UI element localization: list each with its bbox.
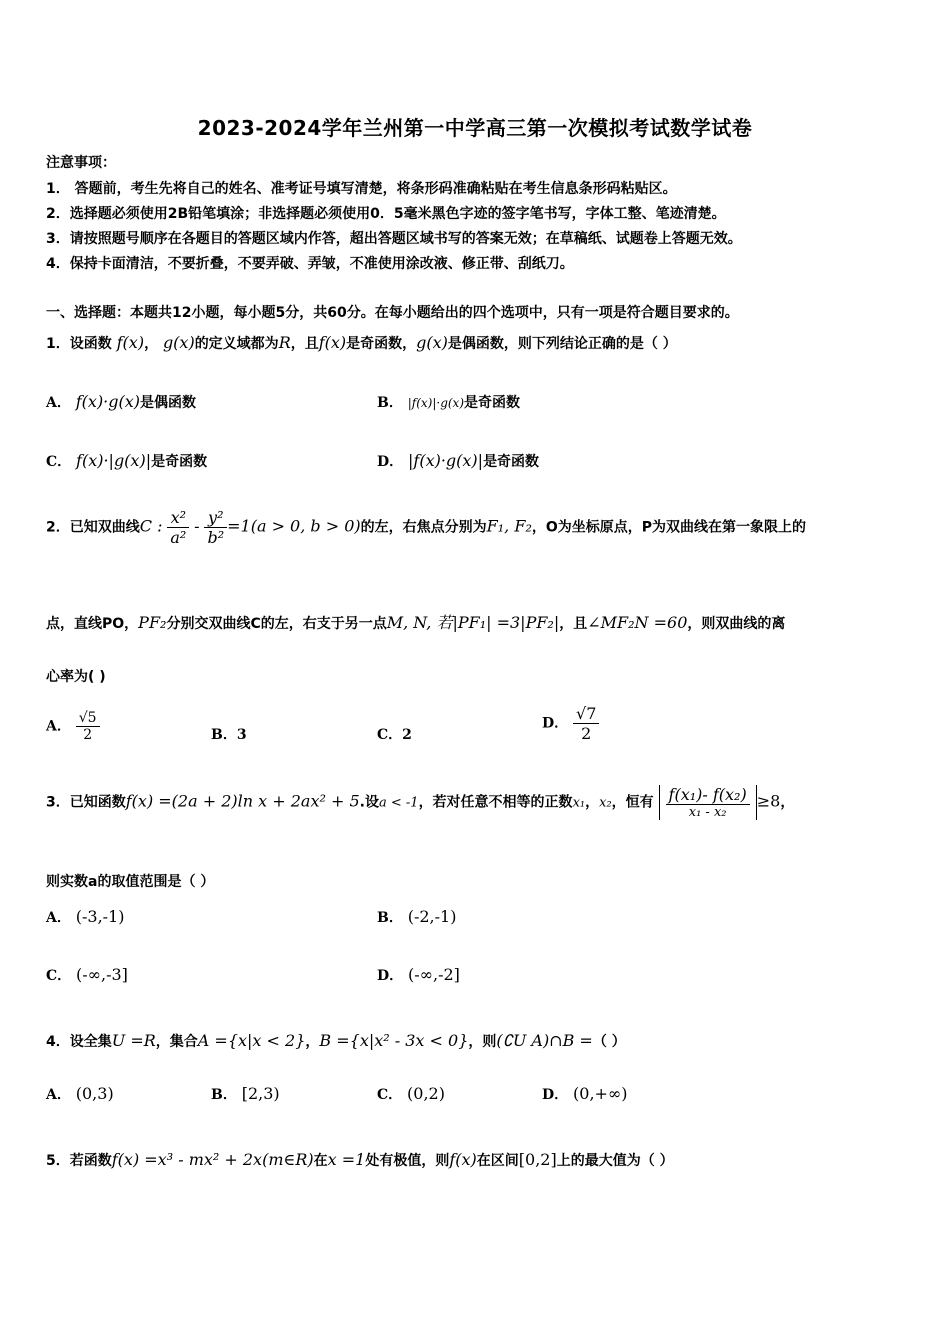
notice-heading: 注意事项： xyxy=(46,155,116,171)
q4-number: 4．设全集 xyxy=(46,1034,112,1050)
q1-f: f(x) xyxy=(116,333,145,352)
q1-text: 是奇函数， xyxy=(346,336,417,352)
question-3-stem xyxy=(46,785,794,820)
q2-minus: - xyxy=(194,516,200,536)
option-label: A． xyxy=(46,1087,71,1103)
frac-num: f(x₁)- f(x₂) xyxy=(666,785,750,805)
q3-sep: ， xyxy=(585,794,600,811)
frac-den: a² xyxy=(170,528,187,547)
q2-angle: ∠MF₂N =60 xyxy=(587,613,688,632)
frac-den: 2 xyxy=(581,724,592,743)
option-value: 2 xyxy=(402,727,412,743)
question-1-stem xyxy=(46,333,677,353)
option-fraction xyxy=(76,710,100,743)
section-heading: 一、选择题：本题共12小题，每小题5分，共60分。在每小题给出的四个选项中，只有一项是符合题目要求的。 xyxy=(46,305,739,321)
q3-ge: ≥8 xyxy=(756,791,781,811)
option-text: 是奇函数 xyxy=(464,395,521,411)
option-label: C． xyxy=(377,1087,403,1103)
option-label: C． xyxy=(46,454,72,470)
frac-den: x₁ - x₂ xyxy=(688,805,727,820)
question-3-line2: 则实数a的取值范围是（ ） xyxy=(46,874,215,890)
frac-den: 2 xyxy=(83,727,93,743)
option-expr: [2,3) xyxy=(241,1084,280,1103)
notice-item: 1． 答题前，考生先将自己的姓名、准考证号填写清楚，将条形码准确粘贴在考生信息条形码粘贴区。 xyxy=(46,181,677,197)
q5-text: 在区间 xyxy=(476,1153,519,1169)
q5-x: x =1 xyxy=(327,1150,366,1169)
q3-condition: a < -1 xyxy=(378,795,419,811)
option-value: 3 xyxy=(236,727,247,743)
q2-text: ，且 xyxy=(559,616,588,632)
notice-item: 3．请按照题号顺序在各题目的答题区域内作答，超出答题区域书写的答案无效；在草稿纸、试题卷上答题无效。 xyxy=(46,231,742,247)
q5-text: 在 xyxy=(313,1153,328,1169)
option-expr: |f(x)·g(x)| xyxy=(408,451,484,470)
frac-den: b² xyxy=(207,528,225,547)
option-expr: f(x)·|g(x)| xyxy=(76,451,152,470)
q2-option-a[interactable] xyxy=(46,710,100,743)
q3-x2: x₂ xyxy=(599,795,612,811)
q5-fx: f(x) xyxy=(449,1150,477,1169)
q1-option-a[interactable] xyxy=(46,392,196,412)
q1-text: 是偶函数，则下列结论正确的是（ ） xyxy=(447,336,677,352)
q4-option-d[interactable] xyxy=(542,1084,628,1104)
notice-item: 4．保持卡面清洁，不要折叠，不要弄破、弄皱，不准使用涂改液、修正带、刮纸刀。 xyxy=(46,256,574,272)
option-label: B． xyxy=(211,727,237,743)
q2-MN: M, N, 若|PF₁| =3|PF₂| xyxy=(386,613,560,632)
q1-option-c[interactable] xyxy=(46,451,207,471)
q1-text: ，且 xyxy=(290,336,319,352)
option-text: 是偶函数 xyxy=(140,395,197,411)
q2-text: 点，直线PO， xyxy=(46,616,139,632)
q3-option-c[interactable] xyxy=(46,965,128,985)
option-expr: (-∞,-3] xyxy=(76,965,128,984)
q5-text: 处有极值，则 xyxy=(365,1153,450,1169)
option-text: 是奇函数 xyxy=(151,454,208,470)
q4-text: ，集合 xyxy=(155,1034,198,1050)
q2-fraction-x xyxy=(167,508,189,547)
q3-text: .设 xyxy=(359,794,379,811)
option-fraction xyxy=(573,704,599,743)
q1-option-d[interactable] xyxy=(377,451,539,471)
q2-option-c[interactable] xyxy=(377,724,412,744)
q1-option-b[interactable] xyxy=(377,392,520,412)
q3-option-d[interactable] xyxy=(377,965,460,985)
option-expr: (-2,-1) xyxy=(407,907,457,926)
q2-text: 分别交双曲线C的左，右支于另一点 xyxy=(166,616,387,632)
frac-num: y² xyxy=(204,508,227,528)
option-label: A． xyxy=(46,718,71,735)
option-label: B． xyxy=(211,1087,237,1103)
q3-option-b[interactable] xyxy=(377,907,456,927)
q2-PF2: PF₂ xyxy=(138,613,167,632)
q4-set-A: A ={x|x < 2} xyxy=(197,1031,306,1050)
option-expr: f(x)·g(x) xyxy=(75,392,141,411)
q3-text: ，若对任意不相等的正数 xyxy=(418,794,573,811)
option-expr: (0,2) xyxy=(407,1084,445,1103)
option-expr: (0,3) xyxy=(75,1084,114,1103)
q1-g: g(x) xyxy=(162,333,195,352)
q2-option-d[interactable] xyxy=(542,704,599,743)
frac-num: x² xyxy=(167,508,189,528)
q2-condition: =1(a > 0, b > 0) xyxy=(227,516,361,536)
option-label: B． xyxy=(377,910,403,926)
option-label: D． xyxy=(377,454,404,470)
question-2-line3: 心率为( ) xyxy=(46,669,106,685)
option-expr: (-3,-1) xyxy=(75,907,125,926)
q1-text: 的定义域都为 xyxy=(194,336,279,352)
q1-g: g(x) xyxy=(416,333,448,352)
q5-number: 5．若函数 xyxy=(46,1153,112,1169)
frac-num: √7 xyxy=(573,704,599,724)
q3-abs-fraction xyxy=(659,785,757,820)
question-4-stem xyxy=(46,1031,626,1051)
q5-interval: [0,2] xyxy=(518,1150,557,1169)
q4-set-B: B ={x|x² - 3x < 0} xyxy=(319,1031,469,1050)
q2-fraction-y xyxy=(204,508,227,547)
q5-text: 上的最大值为（ ） xyxy=(556,1153,674,1169)
notice-item: 2．选择题必须使用2B铅笔填涂；非选择题必须使用0．5毫米黑色字迹的签字笔书写，字体工整、笔迹清楚。 xyxy=(46,206,726,222)
q4-text: （ ） xyxy=(592,1034,626,1050)
q4-U: U =R xyxy=(111,1031,156,1050)
option-expr: (-∞,-2] xyxy=(408,965,460,984)
option-label: D． xyxy=(542,715,569,732)
option-text: 是奇函数 xyxy=(483,454,540,470)
option-label: A． xyxy=(46,395,71,411)
q2-text: 的左，右焦点分别为 xyxy=(360,519,487,536)
q3-function: f(x) =(2a + 2)ln x + 2ax² + 5 xyxy=(125,791,360,811)
q5-function: f(x) =x³ - mx² + 2x(m∈R) xyxy=(111,1150,314,1169)
q3-x1: x₁ xyxy=(572,795,586,811)
q4-text: ，则 xyxy=(468,1034,497,1050)
option-label: C． xyxy=(46,968,72,984)
option-expr: (0,+∞) xyxy=(573,1084,628,1103)
q2-C: C : xyxy=(139,516,163,536)
question-5-stem xyxy=(46,1150,674,1170)
q4-expr: (∁U A)∩B = xyxy=(496,1031,593,1050)
option-label: A． xyxy=(46,910,71,926)
q1-f: f(x) xyxy=(318,333,347,352)
q2-option-b[interactable] xyxy=(211,724,247,744)
q4-option-c[interactable] xyxy=(377,1084,445,1104)
q1-R: R xyxy=(278,333,291,352)
frac-num: √5 xyxy=(76,710,100,727)
q2-text: ，O为坐标原点，P为双曲线在第一象限上的 xyxy=(531,519,807,536)
q2-foci: F₁, F₂ xyxy=(486,516,532,536)
option-label: D． xyxy=(377,968,404,984)
q2-number: 2．已知双曲线 xyxy=(46,519,140,536)
option-label: C． xyxy=(377,727,403,743)
q3-option-a[interactable] xyxy=(46,907,125,927)
page-title: 2023-2024学年兰州第一中学高三第一次模拟考试数学试卷 xyxy=(197,116,753,140)
option-label: B． xyxy=(377,395,403,411)
question-2-line2 xyxy=(46,610,785,633)
option-expr: |f(x)|·g(x) xyxy=(407,396,465,410)
q3-number: 3．已知函数 xyxy=(46,794,126,811)
q3-text: ，恒有 xyxy=(611,794,654,811)
q3-text: ， xyxy=(780,794,795,811)
question-2-stem xyxy=(46,508,806,547)
q1-comma: ， xyxy=(144,336,159,352)
q1-number: 1．设函数 xyxy=(46,336,112,352)
q4-sep: ， xyxy=(305,1034,320,1050)
q4-option-a[interactable] xyxy=(46,1084,114,1104)
q2-text: ，则双曲线的离 xyxy=(687,616,786,632)
option-label: D． xyxy=(542,1087,569,1103)
q4-option-b[interactable] xyxy=(211,1084,280,1104)
